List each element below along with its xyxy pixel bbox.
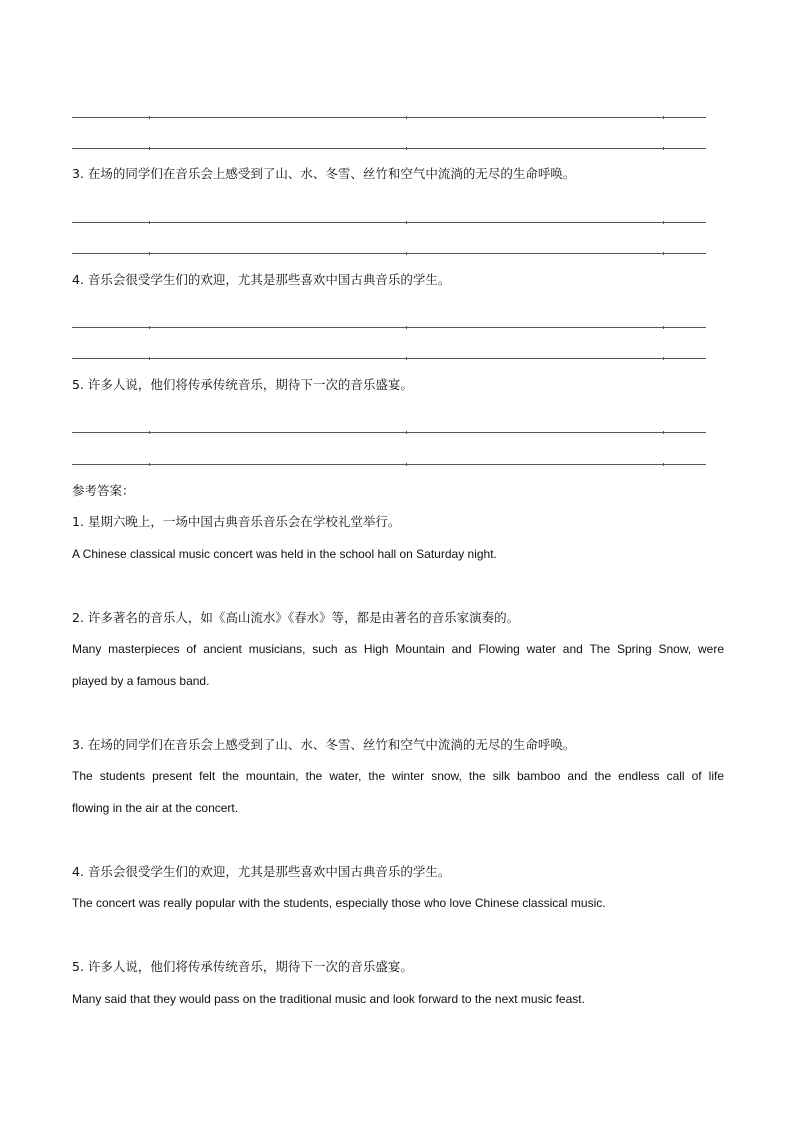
answer-3-chinese: 3. 在场的同学们在音乐会上感受到了山、水、冬雪、丝竹和空气中流淌的无尽的生命呼唤。 xyxy=(72,737,576,752)
answer-4-chinese: 4. 音乐会很受学生们的欢迎，尤其是那些喜欢中国古典音乐的学生。 xyxy=(72,864,451,879)
question-5: 5. 许多人说，他们将传承传统音乐，期待下一次的音乐盛宴。 xyxy=(72,377,413,392)
answer-line[interactable] xyxy=(72,464,706,465)
answer-line[interactable] xyxy=(72,432,706,433)
question-4: 4. 音乐会很受学生们的欢迎，尤其是那些喜欢中国古典音乐的学生。 xyxy=(72,272,451,287)
answer-4-english: The concert was really popular with the students, especially those who love Chinese classical music. xyxy=(72,896,606,910)
answer-line[interactable] xyxy=(72,148,706,149)
answer-2-english-line-1: Many masterpieces of ancient musicians, such as High Mountain and Flowing water and The Spring Snow, were xyxy=(72,642,724,656)
answer-5-chinese: 5. 许多人说，他们将传承传统音乐，期待下一次的音乐盛宴。 xyxy=(72,959,413,974)
question-3: 3. 在场的同学们在音乐会上感受到了山、水、冬雪、丝竹和空气中流淌的无尽的生命呼唤。 xyxy=(72,166,576,181)
answer-2-english-line-2: played by a famous band. xyxy=(72,674,210,688)
answer-1-english: A Chinese classical music concert was held in the school hall on Saturday night. xyxy=(72,547,497,561)
answer-line[interactable] xyxy=(72,327,706,328)
answer-line[interactable] xyxy=(72,222,706,223)
answer-line[interactable] xyxy=(72,117,706,118)
answer-3-english-line-2: flowing in the air at the concert. xyxy=(72,801,239,815)
answer-2-chinese: 2. 许多著名的音乐人，如《高山流水》《春水》等，都是由著名的音乐家演奏的。 xyxy=(72,610,520,625)
answer-1-chinese: 1. 星期六晚上，一场中国古典音乐音乐会在学校礼堂举行。 xyxy=(72,514,401,529)
answer-5-english: Many said that they would pass on the traditional music and look forward to the next music feast. xyxy=(72,992,585,1006)
answer-line[interactable] xyxy=(72,358,706,359)
answer-line[interactable] xyxy=(72,253,706,254)
answers-heading: 参考答案： xyxy=(72,483,135,498)
answer-3-english-line-1: The students present felt the mountain, the water, the winter snow, the silk bamboo and the endless call of life xyxy=(72,769,724,783)
